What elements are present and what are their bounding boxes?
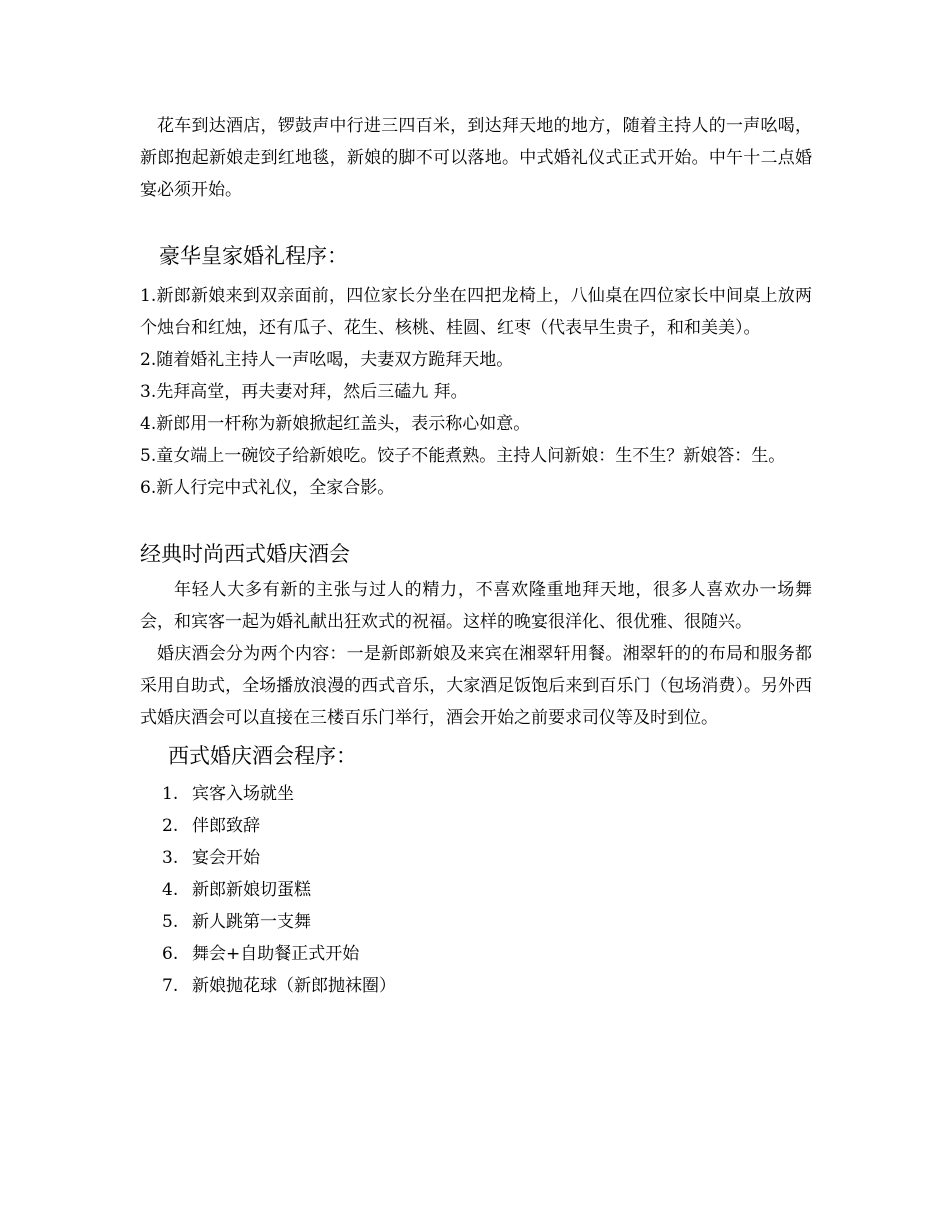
step-number: 2. [162, 816, 179, 836]
royal-step: 4.新郎用一杆称为新娘掀起红盖头，表示称心如意。 [140, 414, 531, 434]
list-item [162, 842, 812, 874]
royal-wedding-steps [140, 280, 812, 504]
step-text: 舞会+自助餐正式开始 [192, 944, 360, 964]
western-program-heading: 西式婚庆酒会程序： [168, 744, 357, 768]
royal-step: 2.随着婚礼主持人一声吆喝，夫妻双方跪拜天地。 [140, 350, 514, 370]
step-number: 5. [162, 912, 179, 932]
royal-step: 1.新郎新娘来到双亲面前，四位家长分坐在四把龙椅上，八仙桌在四位家长中间桌上放两个烛台和红烛，还有瓜子、花生、核桃、桂圆、红枣（代表早生贵子，和和美美）。 [140, 286, 812, 338]
step-number: 3. [162, 848, 179, 868]
western-program-list [140, 778, 812, 1002]
list-item [162, 970, 812, 1002]
step-text: 伴郎致辞 [192, 816, 260, 836]
step-text: 宴会开始 [192, 848, 260, 868]
step-text: 宾客入场就坐 [192, 784, 294, 804]
step-text: 新娘抛花球（新郎抛袜圈） [192, 976, 396, 996]
list-item [162, 778, 812, 810]
step-number: 4. [162, 880, 179, 900]
royal-step: 5.童女端上一碗饺子给新娘吃。饺子不能煮熟。主持人问新娘：生不生？新娘答：生。 [140, 446, 786, 466]
intro-paragraph: 花车到达酒店，锣鼓声中行进三四百米，到达拜天地的地方，随着主持人的一声吆喝，新郎抱起新娘走到红地毯，新娘的脚不可以落地。中式婚礼仪式正式开始。中午十二点婚宴必须开始。 [140, 116, 812, 200]
step-text: 新人跳第一支舞 [192, 912, 311, 932]
list-item [162, 938, 812, 970]
western-paragraph-1: 年轻人大多有新的主张与过人的精力，不喜欢隆重地拜天地，很多人喜欢办一场舞会，和宾客一起为婚礼献出狂欢式的祝福。这样的晚宴很洋化、很优雅、很随兴。 [140, 580, 812, 632]
list-item [162, 810, 812, 842]
step-number: 7. [162, 976, 179, 996]
royal-step: 6.新人行完中式礼仪，全家合影。 [140, 478, 395, 498]
step-number: 1. [162, 784, 179, 804]
western-paragraph-2: 婚庆酒会分为两个内容：一是新郎新娘及来宾在湘翠轩用餐。湘翠轩的的布局和服务都采用自助式，全场播放浪漫的西式音乐，大家酒足饭饱后来到百乐门（包场消费）。另外西式婚庆酒会可以直接在三楼百乐门举行，酒会开始之前要求司仪等及时到位。 [140, 644, 812, 728]
step-number: 6. [162, 944, 179, 964]
list-item [162, 874, 812, 906]
list-item [162, 906, 812, 938]
step-text: 新郎新娘切蛋糕 [192, 880, 311, 900]
royal-wedding-heading: 豪华皇家婚礼程序： [159, 244, 348, 268]
document-body [140, 110, 812, 1002]
western-reception-heading: 经典时尚西式婚庆酒会 [140, 542, 350, 566]
royal-step: 3.先拜高堂，再夫妻对拜，然后三磕九 拜。 [140, 382, 468, 402]
